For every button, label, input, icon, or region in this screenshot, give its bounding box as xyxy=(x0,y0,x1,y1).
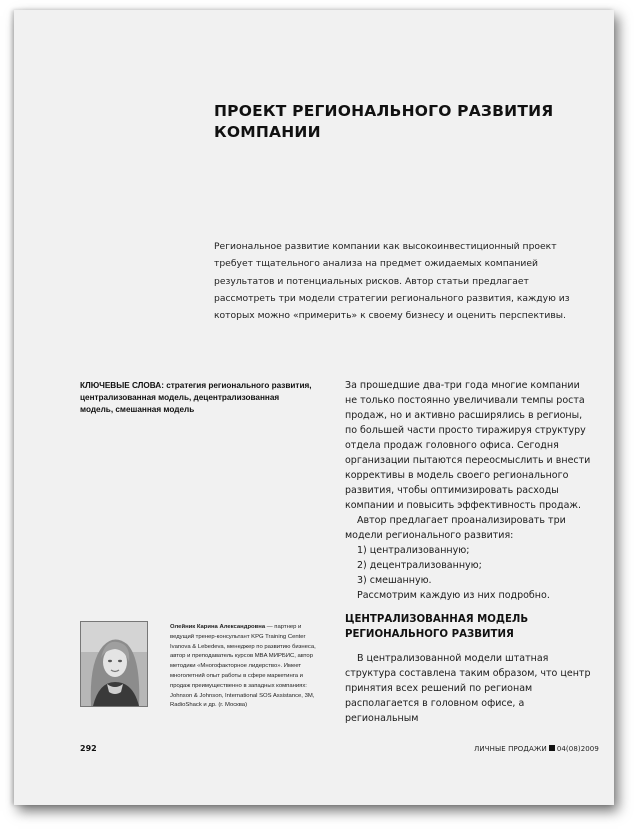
author-name: Олейник Карина Александровна xyxy=(170,624,266,630)
section-heading xyxy=(345,612,591,642)
list-item-1: 1) централизованную; xyxy=(357,545,470,556)
section-heading-line-1: ЦЕНТРАЛИЗОВАННАЯ МОДЕЛЬ xyxy=(345,614,529,625)
issue-number: 04(08)2009 xyxy=(556,745,599,753)
body-paragraph-1: За прошедшие два-три года многие компании не только постоянно увеличивали темпы роста продаж, но и активно расширялись в регионы, по большей части просто тиражируя структуру отдела продаж головного офиса. Сегодня организации пытаются переосмыслить и внести коррективы в модель своего регионального развития, чтобы оптимизировать расходы компании и повысить эффективность продаж. xyxy=(345,380,591,511)
article-title xyxy=(214,101,553,143)
square-bullet-icon xyxy=(549,745,555,751)
author-bio xyxy=(170,623,316,711)
keywords-block xyxy=(80,380,312,416)
list-item-2: 2) децентрализованную; xyxy=(357,560,482,571)
body-paragraph-2: Автор предлагает проанализировать три модели регионального развития: xyxy=(345,515,566,541)
article-title-line-2: КОМПАНИИ xyxy=(214,123,321,141)
keywords-label: КЛЮЧЕВЫЕ СЛОВА: xyxy=(80,381,164,390)
magazine-footer xyxy=(474,745,599,753)
list-item-3: 3) смешанную. xyxy=(357,575,432,586)
section-heading-line-2: РЕГИОНАЛЬНОГО РАЗВИТИЯ xyxy=(345,629,514,640)
section-body: В централизованной модели штатная структура составлена таким образом, что центр принятия всех решений по регионам располагается в головном офисе, а региональным xyxy=(345,653,591,724)
magazine-name: ЛИЧНЫЕ ПРОДАЖИ xyxy=(474,745,547,753)
article-lead: Региональное развитие компании как высокоинвестиционный проект требует тщательного анализа на предмет ожидаемых компанией результатов и потенциальных рисков. Автор статьи предлагает рассмотреть три модели стратегии регионального развития, каждую из которых можно «примерить» к своему бизнесу и оценить перспективы. xyxy=(214,241,570,322)
keywords-text: стратегия регионального развития, централизованная модель, децентрализованная модель, смешанная модель xyxy=(80,381,312,414)
author-portrait-image xyxy=(81,622,147,706)
page-number: 292 xyxy=(80,744,97,753)
body-paragraph-3: Рассмотрим каждую из них подробно. xyxy=(357,590,550,601)
article-body xyxy=(345,378,591,603)
article-title-line-1: ПРОЕКТ РЕГИОНАЛЬНОГО РАЗВИТИЯ xyxy=(214,102,554,120)
author-description: — партнер и ведущий тренер-консультант KPG Training Center Ivanova & Lebedeva, менеджер по развитию бизнеса, автор и преподаватель курсов MBA МИРБИС, автор методики «Многофакторное лидерство». Имеет многолетний опыт работы в сфере маркетинга и продаж преимущественно в западных компаниях: Johnson & Johnson, International SOS Assistance, 3M, RadioShack и др. (г. Москва) xyxy=(170,624,316,709)
author-photo xyxy=(80,621,148,707)
